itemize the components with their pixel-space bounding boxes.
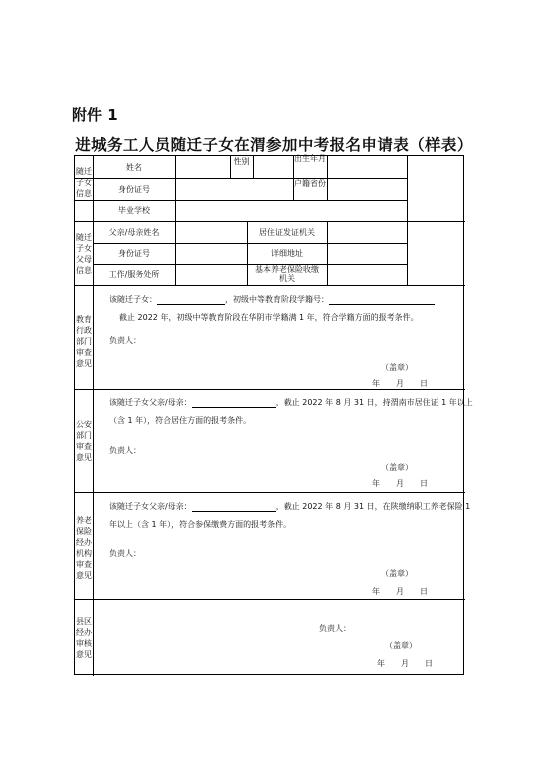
parent-id-label: 身份证号 bbox=[118, 249, 150, 258]
section-divider bbox=[75, 492, 465, 493]
pension-text-b: ，截止 2022 年 8 月 31 日，在陕缴纳职工养老保险 1 bbox=[275, 502, 471, 511]
police-seal: （盖章） bbox=[381, 463, 413, 472]
school-label: 毕业学校 bbox=[118, 206, 150, 215]
section-divider bbox=[75, 285, 465, 286]
police-responsible: 负责人： bbox=[109, 446, 141, 455]
education-text-b: ，初级中等教育阶段学籍号： bbox=[225, 295, 329, 304]
child-id-field[interactable] bbox=[176, 179, 293, 200]
pension-date: 年 月 日 bbox=[372, 587, 428, 596]
child-id-label: 身份证号 bbox=[118, 185, 150, 194]
parent-name-field[interactable] bbox=[176, 222, 247, 243]
parent-name-label: 父亲/母亲姓名 bbox=[108, 228, 160, 237]
hukou-label: 户籍省份 bbox=[294, 179, 326, 188]
county-seal: （盖章） bbox=[385, 641, 417, 650]
hukou-field[interactable] bbox=[328, 179, 407, 200]
county-section-label: 县区经办审核意见 bbox=[76, 617, 92, 659]
name-label: 姓名 bbox=[126, 163, 142, 172]
attachment-label: 附件 1 bbox=[72, 106, 118, 124]
pension-parent-blank[interactable] bbox=[192, 502, 276, 512]
education-date: 年 月 日 bbox=[372, 379, 428, 388]
pension-line-1 bbox=[109, 501, 470, 512]
residence-org-label: 居住证发证机关 bbox=[259, 228, 315, 237]
work-label: 工作/服务处所 bbox=[108, 270, 160, 279]
section-divider bbox=[75, 389, 465, 390]
school-field[interactable] bbox=[176, 201, 407, 221]
birth-label: 出生年月 bbox=[294, 154, 326, 163]
education-responsible: 负责人： bbox=[109, 336, 141, 345]
police-date: 年 月 日 bbox=[372, 479, 428, 488]
pension-line-2: 年以上（含 1 年），符合参保缴费方面的报考条件。 bbox=[109, 520, 292, 529]
police-line-1 bbox=[109, 397, 473, 408]
name-field[interactable] bbox=[176, 157, 230, 178]
pension-responsible: 负责人： bbox=[109, 549, 141, 558]
child-info-section-label: 随迁子女信息 bbox=[76, 167, 92, 198]
application-form-table bbox=[74, 154, 473, 675]
pension-org-field[interactable] bbox=[328, 265, 407, 285]
residence-org-field[interactable] bbox=[328, 222, 407, 243]
pension-section-label: 养老保险经办机构审查意见 bbox=[76, 516, 92, 580]
county-date: 年 月 日 bbox=[377, 659, 433, 668]
address-label: 详细地址 bbox=[271, 249, 303, 258]
parent-id-field[interactable] bbox=[176, 244, 247, 264]
education-text-a: 该随迁子女： bbox=[109, 295, 157, 304]
address-field[interactable] bbox=[328, 244, 407, 264]
education-line-1 bbox=[109, 294, 435, 305]
parent-info-section-label: 随迁子女父母信息 bbox=[76, 233, 92, 275]
education-seal: （盖章） bbox=[381, 363, 413, 372]
col-divider bbox=[407, 156, 408, 285]
form-title: 进城务工人员随迁子女在渭参加中考报名申请表（样表） bbox=[75, 136, 473, 154]
education-section-label: 教育行政部门审查意见 bbox=[76, 315, 92, 368]
police-section-label: 公安部门审查意见 bbox=[76, 420, 92, 462]
pension-text-a: 该随迁子女父亲/母亲： bbox=[109, 502, 192, 511]
student-name-blank[interactable] bbox=[157, 295, 225, 305]
birth-field[interactable] bbox=[328, 157, 407, 178]
pension-org-label: 基本养老保险收缴机关 bbox=[255, 265, 319, 283]
gender-field[interactable] bbox=[254, 157, 293, 178]
police-text-a: 该随迁子女父亲/母亲： bbox=[109, 398, 192, 407]
pension-seal: （盖章） bbox=[381, 569, 413, 578]
gender-label: 性别 bbox=[233, 157, 250, 166]
work-field[interactable] bbox=[176, 265, 247, 285]
police-text-b: ，截止 2022 年 8 月 31 日，持渭南市居住证 1 年以上 bbox=[275, 398, 473, 407]
county-responsible: 负责人： bbox=[319, 624, 351, 633]
police-parent-blank[interactable] bbox=[192, 398, 276, 408]
section-divider bbox=[75, 599, 465, 600]
police-line-2: （含 1 年），符合居住方面的报考条件。 bbox=[109, 416, 252, 425]
education-line-2: 截止 2022 年，初级中等教育阶段在华阴市学籍满 1 年，符合学籍方面的报考条件。 bbox=[119, 313, 419, 322]
student-number-blank[interactable] bbox=[329, 295, 435, 305]
